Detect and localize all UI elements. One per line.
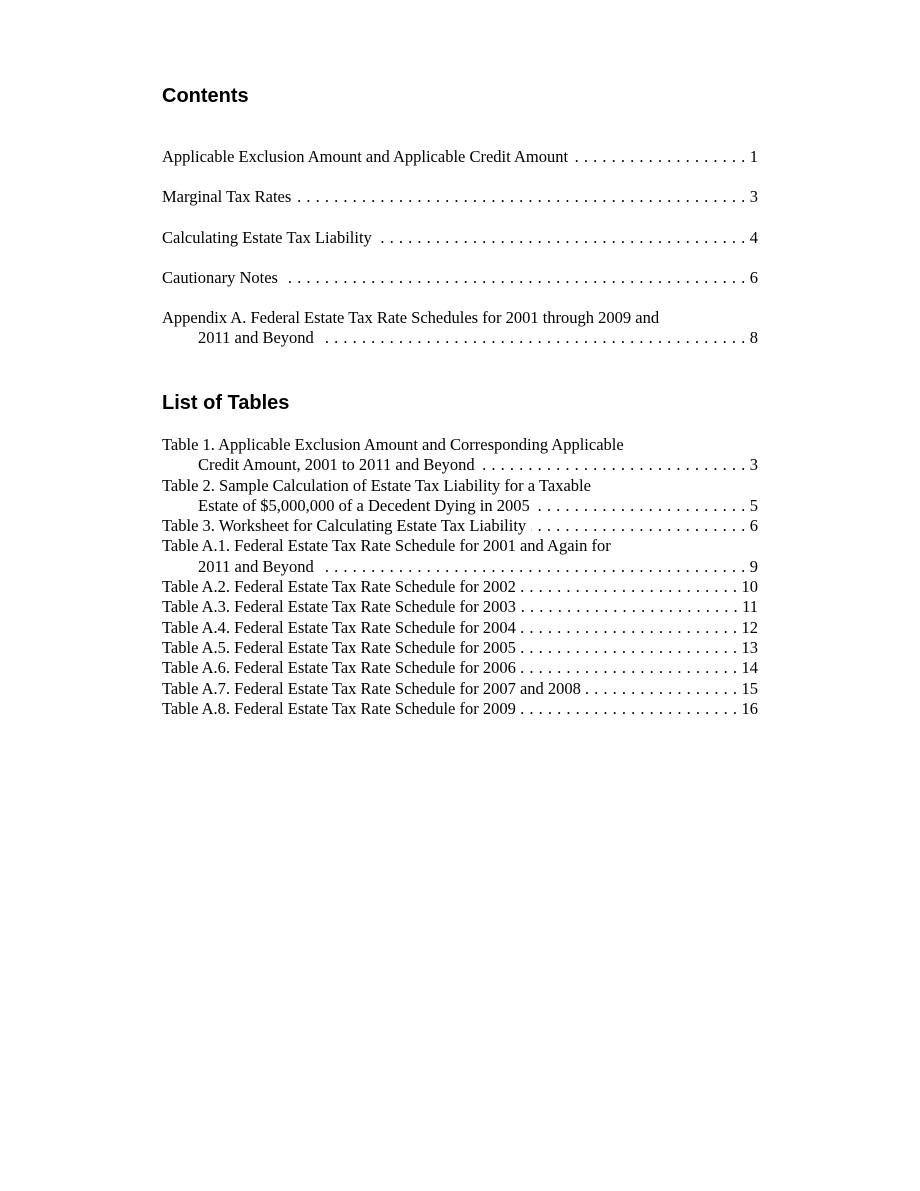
- entry-title: Table A.5. Federal Estate Tax Rate Schedule for 2005: [162, 637, 516, 657]
- contents-heading: Contents: [162, 85, 249, 107]
- toc-entry[interactable]: [162, 147, 758, 167]
- page-number: 3: [749, 455, 758, 475]
- entry-title: Table 3. Worksheet for Calculating Estate Tax Liability: [162, 516, 527, 536]
- entry-title: Table A.7. Federal Estate Tax Rate Schedule for 2007 and 2008: [162, 678, 581, 698]
- page-number: 12: [741, 617, 758, 637]
- entry-title-continued: Credit Amount, 2001 to 2011 and Beyond: [198, 455, 475, 475]
- page-number: 8: [749, 328, 758, 348]
- entry-title: Applicable Exclusion Amount and Applicable Credit Amount: [162, 147, 569, 166]
- dot-leader: [573, 147, 746, 167]
- dot-leader: [521, 597, 738, 617]
- dot-leader: [283, 268, 746, 288]
- dot-leader: [296, 187, 745, 207]
- dot-leader: [521, 618, 738, 638]
- toc-entry[interactable]: [162, 536, 758, 577]
- entry-title-continued: 2011 and Beyond: [198, 328, 314, 348]
- page-number: 16: [741, 698, 758, 718]
- page-number: 13: [741, 637, 758, 657]
- dot-leader: [521, 658, 738, 678]
- page-number: 10: [741, 577, 758, 597]
- entry-title: Table A.6. Federal Estate Tax Rate Schedule for 2006: [162, 658, 516, 678]
- dot-leader: [535, 496, 746, 516]
- entry-title: Table A.2. Federal Estate Tax Rate Schedule for 2002: [162, 577, 516, 597]
- page-number: 9: [749, 556, 758, 576]
- entry-title: Table 1. Applicable Exclusion Amount and Corresponding Applicable: [162, 435, 624, 454]
- entry-title: Calculating Estate Tax Liability: [162, 227, 372, 247]
- page-number: 4: [749, 227, 758, 247]
- entry-title: Appendix A. Federal Estate Tax Rate Schedules for 2001 through 2009 and: [162, 308, 660, 328]
- contents-list: [162, 147, 758, 349]
- dot-leader: [531, 516, 746, 536]
- entry-title: Table A.3. Federal Estate Tax Rate Schedule for 2003: [162, 597, 516, 617]
- entry-title-continued: 2011 and Beyond: [198, 556, 314, 576]
- page-number: 11: [742, 597, 758, 617]
- toc-entry[interactable]: [162, 638, 758, 658]
- toc-entry[interactable]: [162, 435, 758, 476]
- entry-title: Cautionary Notes: [162, 267, 278, 287]
- entry-title: Table A.8. Federal Estate Tax Rate Schedule for 2009: [162, 698, 516, 718]
- dot-leader: [586, 679, 738, 699]
- entry-title: Table A.1. Federal Estate Tax Rate Schedule for 2001 and Again for: [162, 536, 611, 556]
- page-number: 5: [749, 495, 758, 515]
- toc-entry[interactable]: [162, 308, 758, 349]
- page-number: 15: [741, 678, 758, 698]
- toc-entry[interactable]: [162, 679, 758, 699]
- entry-title: Table 2. Sample Calculation of Estate Tax Liability for a Taxable: [162, 475, 591, 495]
- toc-entry[interactable]: [162, 516, 758, 536]
- page-number: 6: [749, 267, 758, 287]
- dot-leader: [319, 328, 746, 348]
- dot-leader: [521, 699, 738, 719]
- entry-title-continued: Estate of $5,000,000 of a Decedent Dying in 2005: [198, 495, 530, 515]
- toc-entry[interactable]: [162, 476, 758, 517]
- toc-entry[interactable]: [162, 268, 758, 288]
- dot-leader: [377, 228, 746, 248]
- toc-entry[interactable]: [162, 699, 758, 719]
- list-of-tables-heading: List of Tables: [162, 392, 290, 414]
- dot-leader: [521, 638, 738, 658]
- toc-entry[interactable]: [162, 187, 758, 207]
- toc-entry[interactable]: [162, 577, 758, 597]
- page-number: 6: [749, 516, 758, 536]
- page-number: 3: [749, 187, 758, 207]
- toc-entry[interactable]: [162, 597, 758, 617]
- tables-list: [162, 435, 758, 719]
- dot-leader: [480, 455, 746, 475]
- toc-entry[interactable]: [162, 658, 758, 678]
- page-number: 1: [749, 147, 758, 166]
- page-number: 14: [741, 658, 758, 678]
- toc-entry[interactable]: [162, 618, 758, 638]
- dot-leader: [319, 557, 746, 577]
- entry-title: Table A.4. Federal Estate Tax Rate Schedule for 2004: [162, 617, 516, 637]
- entry-title: Marginal Tax Rates: [162, 187, 292, 207]
- dot-leader: [521, 577, 738, 597]
- toc-entry[interactable]: [162, 228, 758, 248]
